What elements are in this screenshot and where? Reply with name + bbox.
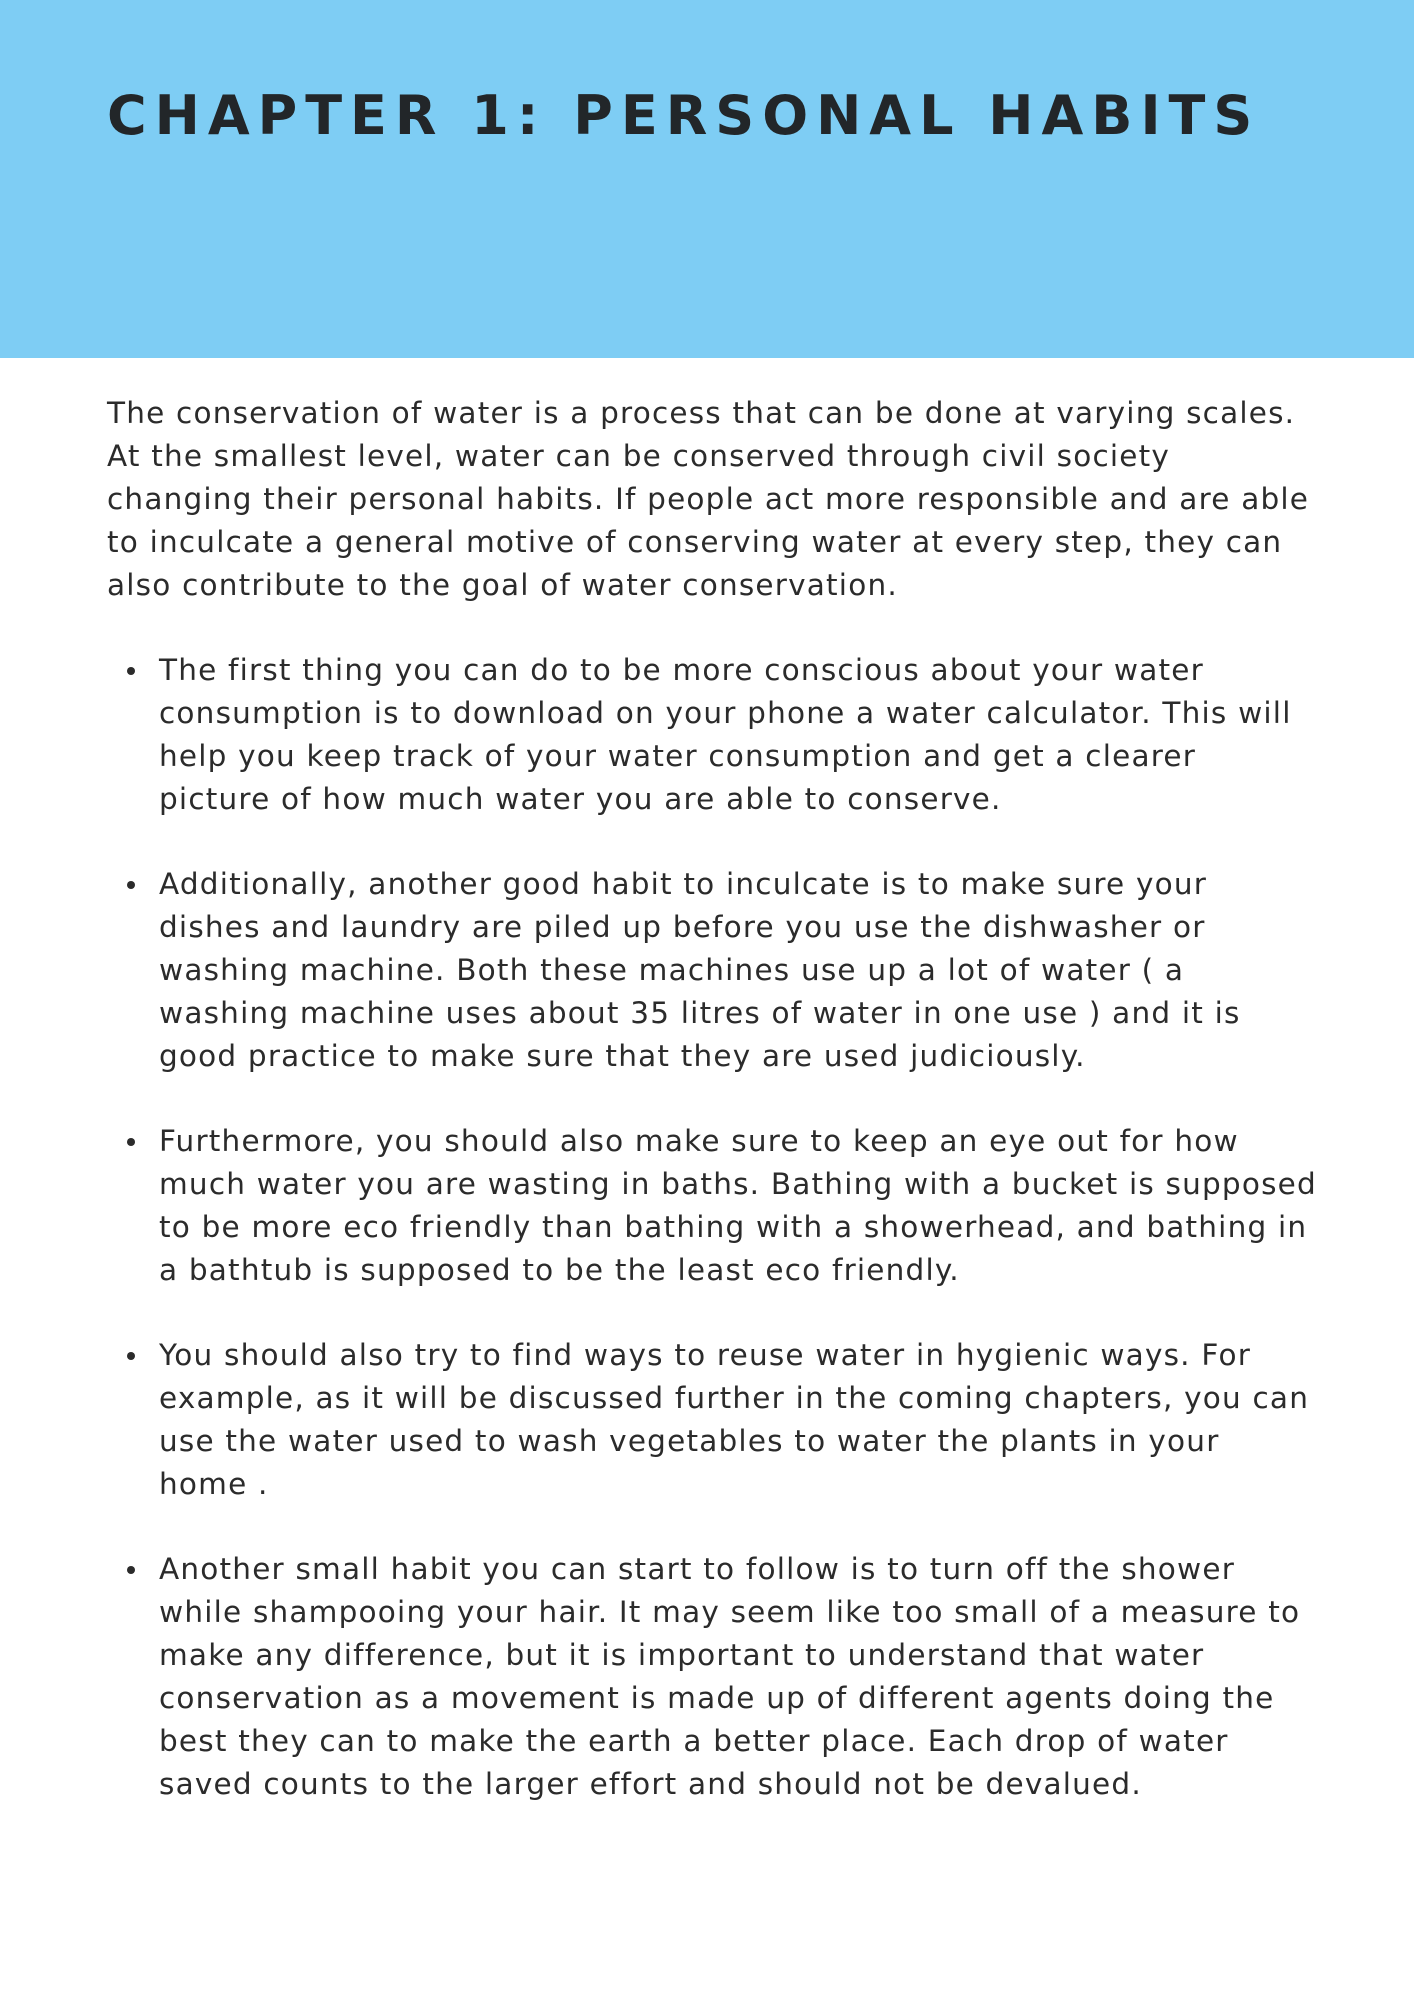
habit-text: The first thing you can do to be more conscious about your water consumption is to download on your phone a water calculator. This will help you keep track of your water consumption and get a clearer picture of how much water you are able to conserve. (159, 653, 1292, 816)
header-band (0, 0, 1414, 358)
bullet-dot-icon (127, 667, 135, 675)
habit-item-full-loads (107, 863, 1317, 1078)
page-content (107, 392, 1317, 1848)
habit-text: Another small habit you can start to follow is to turn off the shower while shampooing your hair. It may seem like too small of a measure to make any difference, but it is important to understand that water conservation as a movement is made up of different agents doing the best they can to make the earth a better place. Each drop of water saved counts to the larger effort and should not be devalued. (159, 1552, 1301, 1801)
habit-text: Furthermore, you should also make sure to keep an eye out for how much water you are wasting in baths. Bathing with a bucket is supposed to be more eco friendly than bathing with a showerhead, and bathing in a bathtub is supposed to be the least eco friendly. (159, 1124, 1317, 1287)
habits-list (107, 649, 1317, 1806)
habit-item-shower-off (107, 1548, 1317, 1806)
habit-item-reuse-water (107, 1334, 1317, 1506)
habit-text: You should also try to find ways to reuse water in hygienic ways. For example, as it will be discussed further in the coming chapters, you can use the water used to wash vegetables to water the plants in your home . (159, 1338, 1310, 1501)
bullet-dot-icon (127, 1566, 135, 1574)
habit-item-baths (107, 1120, 1317, 1292)
bullet-dot-icon (127, 1352, 135, 1360)
bullet-dot-icon (127, 1138, 135, 1146)
habit-text: Additionally, another good habit to inculcate is to make sure your dishes and laundry are piled up before you use the dishwasher or washing machine. Both these machines use up a lot of water ( a washing machine uses about 35 litres of water in one use ) and it is good practice to make sure that they are used judiciously. (159, 867, 1241, 1073)
bullet-dot-icon (127, 881, 135, 889)
chapter-title: CHAPTER 1: PERSONAL HABITS (107, 84, 1261, 147)
habit-item-water-calculator (107, 649, 1317, 821)
intro-paragraph: The conservation of water is a process that can be done at varying scales. At the smallest level, water can be conserved through civil society changing their personal habits. If people act more responsible and are able to inculcate a general motive of conserving water at every step, they can also contribute to the goal of water conservation. (107, 396, 1310, 602)
